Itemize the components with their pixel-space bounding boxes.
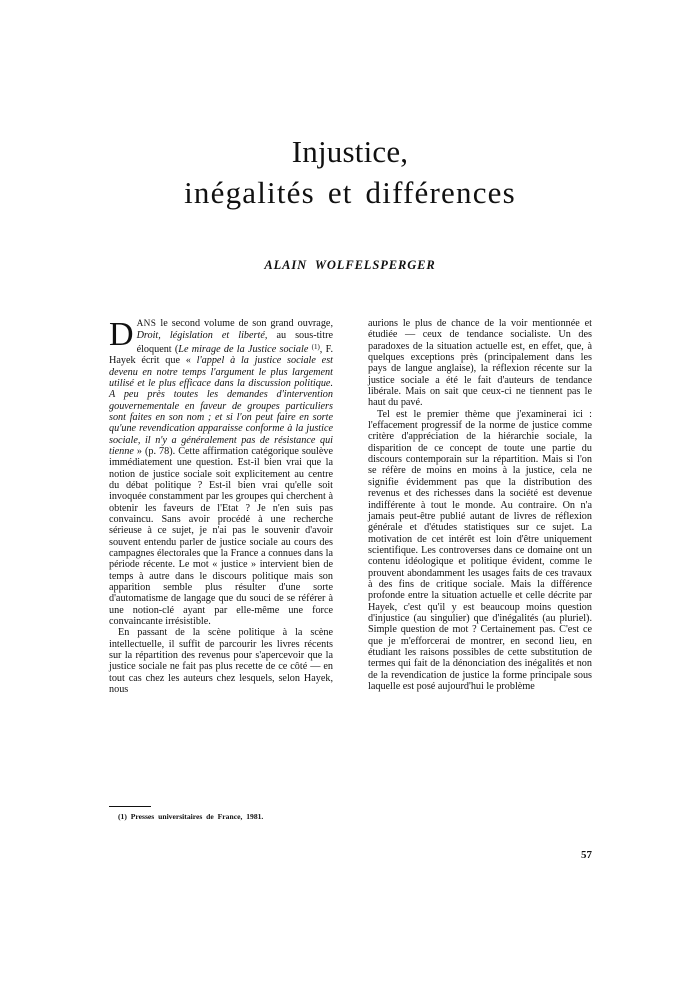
subtitle-italic: Le mirage de la Justice sociale <box>178 343 309 355</box>
footnote-separator-rule <box>109 806 151 807</box>
footnote-area <box>109 806 333 822</box>
title-line-2: inégalités et différences <box>184 175 516 210</box>
footnote-marker: (1) <box>311 342 320 351</box>
paragraph: aurions le plus de chance de la voir mentionnée et étudiée — ceux de tendance socialiste. Un des paradoxes de la situation actuelle est, en effet, que, à quelques exceptions près (principalement dans les pays de langue anglaise), la réflexion récente sur la justice sociale a été le fait d'auteurs de tendance libérale. Mais on sait que ceux-ci ne tiennent pas le haut du pavé. <box>368 318 592 409</box>
title-line-1: Injustice, <box>291 134 409 169</box>
page-title <box>0 132 700 214</box>
book-title-italic: Droit, législation et liberté, <box>136 330 268 342</box>
column-right <box>368 318 592 692</box>
paragraph: En passant de la scène politique à la scène intellectuelle, il suffit de parcourir les livres récents sur la répartition des revenus pour s'apercevoir que la justice sociale ne fait pas plus recette de ce côté — en tout cas chez les auteurs chez lesquels, selon Hayek, nous <box>109 627 333 696</box>
paragraph-opening <box>109 318 333 627</box>
drop-cap: D <box>109 316 134 353</box>
text-segment-3: , F. Hayek écrit que « <box>109 343 333 367</box>
paragraph: Tel est le premier thème que j'examinerai ici : l'effacement progressif de la norme de justice comme critère d'appréciation de la hiérarchie sociale, la disparition de ce concept de toute une partie du discours contemporain sur la répartition. Mais si l'on se réfère de moins en moins à la justice, cela ne signifie évidemment pas que la distribution des revenus et des richesses dans la société est devenue indifférente à tout le monde. Au contraire. On n'a jamais peut-être publié autant de livres de réflexion générale et d'études statistiques sur ce sujet. La motivation de cet intérêt est loin d'être uniquement scientifique. Les controverses dans ce domaine ont un contenu idéologique et politique évident, comme le prouvent abondamment les usages faits de ces travaux à des fins de critique sociale. Mais la différence profonde entre la situation actuelle et celle décrite par Hayek, c'est qu'il y est beaucoup moins question d'injustice (au singulier) que d'inégalités (au pluriel). Simple question de mot ? Certainement pas. C'est ce que je m'efforcerai de montrer, en second lieu, en étudiant les raisons possibles de cette substitution de termes qui fait de la dénonciation des inégalités et non de la revendication de justice la forme principale sous laquelle est posé aujourd'hui le problème <box>368 408 592 692</box>
quotation-italic: l'appel à la justice sociale est devenu en notre temps l'argument le plus largement utilisé et le plus efficace dans la discussion politique. A peu près toutes les demandes d'intervention gouvernementale en faveur de groupes particuliers sont faites en son nom ; et si l'on peut faire en sorte qu'une revendication apparaisse conforme à la justice sociale, il n'y a généralement pas de résistance qui tienne <box>109 355 333 457</box>
text-segment-4: » (p. 78). Cette affirmation catégorique soulève immédiatement une question. Est-il bien vrai que la notion de justice sociale soit explicitement au centre du débat politique ? Est-il bien vrai qu'elle soit invoquée constamment par les groupes qui cherchent à obtenir les faveurs de l'Etat ? Je n'en suis pas convaincu. Sans avoir procédé à une recherche sérieuse à ce sujet, je n'ai pas le souvenir d'avoir souvent entendu parler de justice sociale au cours des campagnes électorales que la France a connues dans la période récente. Le mot « justice » intervient bien de temps à autre dans le discours politique mais son apparition semble plus résulter d'une sorte d'automatisme de langage que du souci de se référer à une notion-clé ayant par elle-même une force convaincante irrésistible. <box>109 445 333 628</box>
small-caps-lead: ANS <box>136 319 157 329</box>
page-number: 57 <box>581 849 592 861</box>
column-left <box>109 318 333 695</box>
footnote-text: (1) Presses universitaires de France, 1981. <box>118 812 264 821</box>
text-segment-2: au sous-titre éloquent ( <box>136 330 333 355</box>
text-segment-1: le second volume de son grand ouvrage, <box>156 318 333 329</box>
author-byline: ALAIN WOLFELSPERGER <box>264 258 436 272</box>
